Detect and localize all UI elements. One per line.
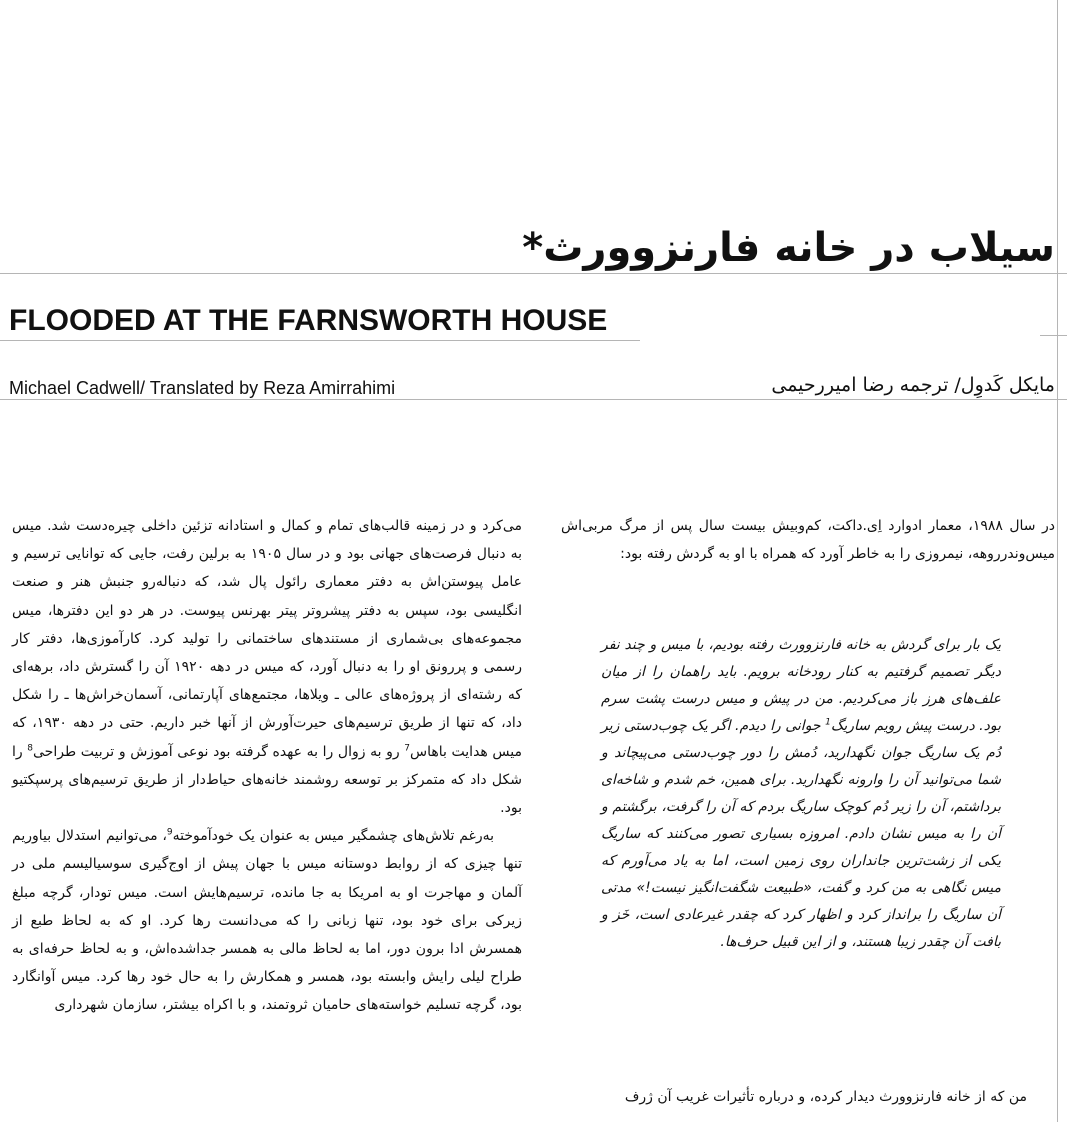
right-column-intro: [561, 512, 1055, 568]
left-column: [12, 512, 522, 1020]
paragraph-2-part-b: ، می‌توانیم استدلال بیاوریم تنها چیزی که از روابط دوستانه میس با جهان پیش از اوج‌گیری سوسیالیسم ملی در آلمان و مهاجرت او به امریکا به جا مانده، ترسیم‌هایش است. میس تودار، گرچه مبلغ زیرکی برای خود بود، تنها زبانی را که می‌دانست رها کرد. او که به لحاظ طبع از همسرش ادا برون دور، اما به لحاظ مالی به همسر جداشده‌اش، و به لحاظ حرفه‌ای به طراح لیلی رایش وابسته بود، همسر و همکارش را به حال خود رها کرد. میس آوانگارد بود، گرچه تسلیم خواسته‌های حامیان ثروتمند، و با اکراه بیشتر، سازمان شهرداری: [12, 828, 522, 1014]
title-baseline-rule: [0, 273, 1067, 274]
vertical-rule: [1057, 0, 1058, 1122]
quote-text-part1: یک بار برای گردش به خانه فارنزوورث رفته بودیم، با میس و چند نفر دیگر تصمیم گرفتیم به کنار رودخانه برویم. باید راهمان را از میان علف‌های هرز باز می‌کردیم. من در پیش و میس درست پشت سرم بود. درست پیش رویم ساریگ: [601, 637, 1001, 734]
author-credit-english: Michael Cadwell/ Translated by Reza Amirrahimi: [9, 378, 396, 398]
page-title-english: FLOODED AT THE FARNSWORTH HOUSE: [9, 304, 608, 337]
paragraph-1-part-a: می‌کرد و در زمینه قالب‌های تمام و کمال و استادانه تزئین داخلی چیره‌دست شد. میس به دنبال فرصت‌های جهانی بود و در سال ۱۹۰۵ به برلین رفت، جایی که توانایی ترسیم و عامل پیوستن‌اش به دفتر معماری رائول پال شد، که دنباله‌رو جنبش هنر و صنعت انگلیسی بود، سپس به دفتر پیشروتر پیتر بهرنس پیوست. در هر دو این دفترها، میس مجموعه‌های بی‌شماری از مستندهای ساختمانی را تولید کرد. کارآموزی‌ها، دفتر کار رسمی و پررونق او را به دنبال آورد، که میس در دهه ۱۹۲۰ آن را گسترش داد، برهه‌ای که رشته‌ای از پروژه‌های عالی ـ ویلاها، مجتمع‌های آپارتمانی، آسمان‌خراش‌ها ـ را شکل داد، که تنها از طریق ترسیم‌های حیرت‌آورش از آنها خبر داریم. حتی در دهه ۱۹۳۰، که میس هدایت باهاس: [12, 518, 523, 760]
quote-text-part2: جوانی را دیدم. اگر یک چوب‌دستی زیر دُم یک ساریگ جوان نگهدارید، دُمش را دور چوب‌دستی می‌پیچاند و شما می‌توانید آن را وارونه نگهدارید. برای همین، خم شدم و شاخه‌ای برداشتم، آن را زیر دُم کوچک ساریگ بردم که آن را گرفت، برگشتم و آن را به میس نشان دادم. امروزه بسیاری تصور می‌کنند که ساریگ یکی از زشت‌ترین جانداران روی زمین است، اما به یاد می‌آورم که میس نگاهی به من کرد و گفت، «طبیعت شگفت‌انگیز نیست!» مدتی آن ساریگ را برانداز کرد و اظهار کرد که چقدر غیرعادی است، خَز و بافت آن چقدر زیبا هستند، و از این قبیل حرف‌ها.: [601, 718, 1001, 950]
body-paragraph-2: [12, 822, 522, 1019]
continuation-paragraph: من که از خانه فارنزوورث دیدار کرده، و درباره تأثیرات غریب آن ژرف: [624, 1089, 1027, 1105]
block-quote: [601, 632, 1001, 956]
page-title-persian: سیلاب در خانه فارنزوورث*: [522, 225, 1055, 271]
author-credit-persian: مایکل کَدوِل/ ترجمه رضا امیررحیمی: [771, 374, 1055, 396]
right-column-continuation: [557, 1083, 1027, 1111]
intro-paragraph: در سال ۱۹۸۸، معمار ادوارد اِی.داکت، کم‌وبیش بیست سال پس از مرگ مربی‌اش میس‌وندرروهه، نیمروزی را به خاطر آورد که همراه با او به گردش رفته بود:: [561, 518, 1055, 563]
english-title-rule: [0, 340, 640, 341]
footnote-ref-7[interactable]: 7: [404, 742, 411, 753]
paragraph-1-part-b: رو به زوال را به عهده گرفته بود نوعی آموزش و تربیت طراحی: [33, 743, 405, 760]
paragraph-1-part-c: را شکل داد که متمرکز بر توسعه روشمند خانه‌های حیاط‌دار از طریق ترسیم‌های پرسپکتیو بود.: [12, 743, 522, 817]
footnote-ref-9[interactable]: 9: [166, 827, 173, 838]
body-paragraph-1: [12, 512, 522, 822]
author-rule: [0, 399, 1067, 400]
paragraph-2-part-a: به‌رغم تلاش‌های چشمگیر میس به عنوان یک خودآموخته: [172, 828, 494, 845]
right-margin-rule: [1040, 335, 1067, 336]
footnote-ref-8[interactable]: 8: [27, 742, 34, 753]
quote-paragraph: [601, 632, 1001, 956]
footnote-ref-1[interactable]: 1: [825, 717, 831, 728]
